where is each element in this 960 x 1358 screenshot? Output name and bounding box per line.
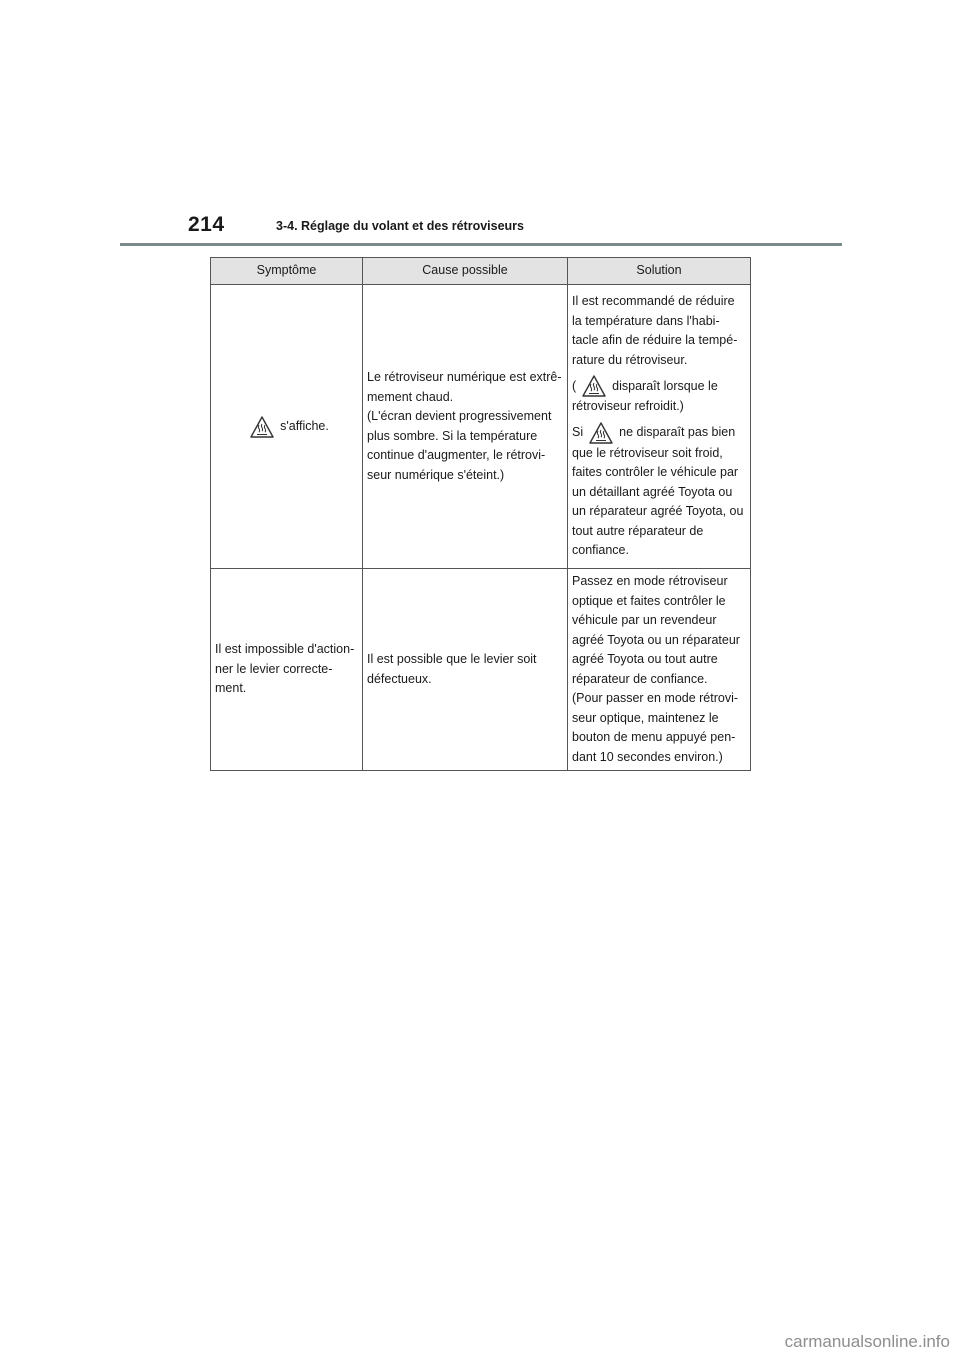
header-solution: Solution xyxy=(568,258,751,285)
row1-cause-cell xyxy=(363,285,568,569)
high-temperature-warning-icon xyxy=(582,375,606,397)
watermark-link[interactable]: carmanualsonline.info xyxy=(784,1332,950,1351)
solution-line: un détaillant agréé Toyota ou xyxy=(572,484,733,499)
high-temperature-warning-icon xyxy=(589,422,613,444)
table-row xyxy=(211,569,751,771)
solution-line: faites contrôler le véhicule par xyxy=(572,465,739,480)
solution-line: confiance. xyxy=(572,543,629,558)
solution-line: un réparateur agréé Toyota, ou xyxy=(572,504,744,519)
solution-line: rature du rétroviseur. xyxy=(572,352,688,367)
solution-para2-suffix: disparaît lorsque le xyxy=(612,378,718,393)
row2-cause-cell xyxy=(363,569,568,771)
cause-line: Le rétroviseur numérique est extrê- xyxy=(367,370,562,384)
row1-solution-cell xyxy=(568,285,751,569)
high-temperature-warning-icon xyxy=(250,416,274,438)
solution-para3-suffix: ne disparaît pas bien xyxy=(619,425,736,439)
table-row xyxy=(211,285,751,569)
solution-line: véhicule par un revendeur xyxy=(572,613,717,627)
symptom-line: ner le levier correcte- xyxy=(215,661,333,676)
solution-line: la température dans l'habi- xyxy=(572,313,720,328)
solution-line: que le rétroviseur soit froid, xyxy=(572,445,723,460)
solution-line: Il est recommandé de réduire xyxy=(572,294,735,309)
solution-para2-prefix: ( xyxy=(572,378,577,393)
solution-line: agréé Toyota ou un réparateur xyxy=(572,632,740,647)
troubleshooting-table xyxy=(210,257,751,771)
symptom-line: Il est impossible d'action- xyxy=(215,642,355,657)
solution-line: dant 10 secondes environ.) xyxy=(572,749,723,764)
solution-line: réparateur de confiance. xyxy=(572,671,708,686)
symptom-line: ment. xyxy=(215,681,247,696)
cause-line: défectueux. xyxy=(367,671,432,686)
header-rule xyxy=(120,243,842,246)
solution-line: optique et faites contrôler le xyxy=(572,593,726,608)
solution-line: tout autre réparateur de xyxy=(572,523,704,538)
row1-symptom-cell xyxy=(211,285,363,569)
solution-line: seur optique, maintenez le xyxy=(572,710,719,725)
header-cause: Cause possible xyxy=(363,258,568,285)
row2-symptom-cell xyxy=(211,569,363,771)
cause-line: (L'écran devient progressivement xyxy=(367,409,552,423)
section-title: 3-4. Réglage du volant et des rétroviseurs xyxy=(276,219,524,233)
cause-line: continue d'augmenter, le rétrovi- xyxy=(367,448,546,462)
solution-line: (Pour passer en mode rétrovi- xyxy=(572,691,739,705)
solution-line: tacle afin de réduire la tempé- xyxy=(572,333,738,348)
cause-line: Il est possible que le levier soit xyxy=(367,652,537,666)
page-number: 214 xyxy=(188,213,225,236)
row2-solution-cell xyxy=(568,569,751,771)
solution-line: Passez en mode rétroviseur xyxy=(572,574,728,588)
solution-line: bouton de menu appuyé pen- xyxy=(572,730,736,744)
cause-line: seur numérique s'éteint.) xyxy=(367,467,505,482)
cause-line: mement chaud. xyxy=(367,389,454,404)
cause-line: plus sombre. Si la température xyxy=(367,428,538,443)
table-header-row xyxy=(211,258,751,285)
header-symptom: Symptôme xyxy=(211,258,363,285)
row1-symptom-text: s'affiche. xyxy=(280,418,329,433)
solution-line: agréé Toyota ou tout autre xyxy=(572,652,718,666)
solution-line: rétroviseur refroidit.) xyxy=(572,399,684,414)
solution-para3-prefix: Si xyxy=(572,425,584,439)
